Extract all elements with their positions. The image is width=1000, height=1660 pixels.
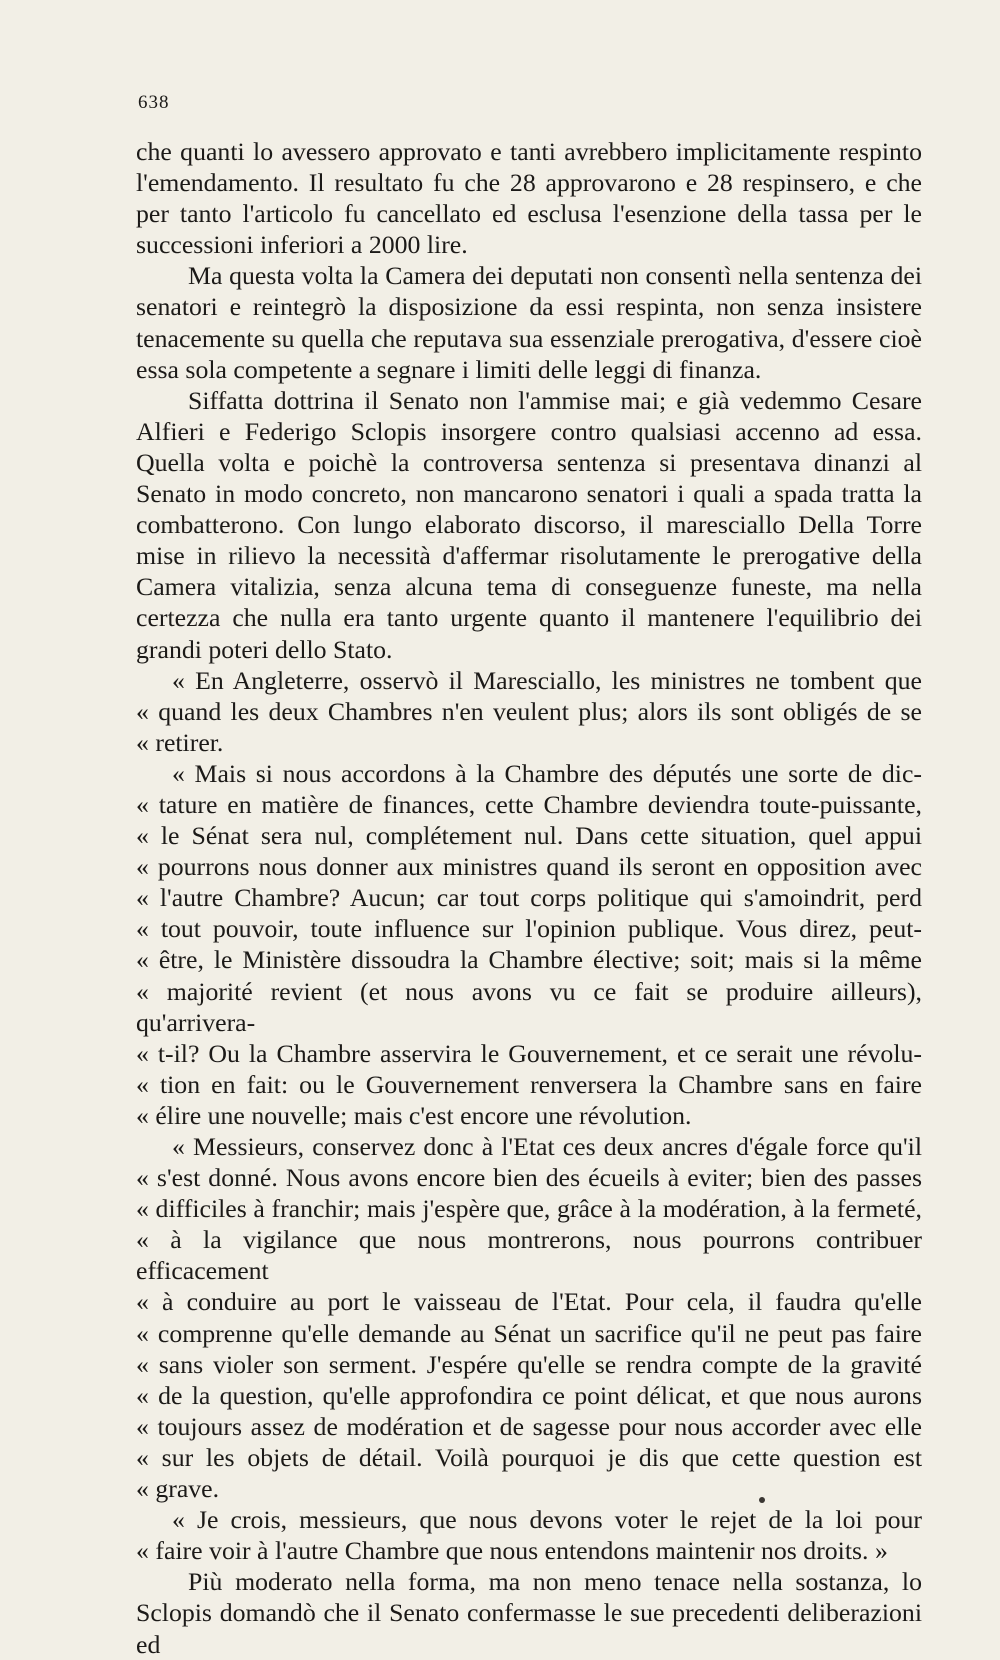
quote-line: « difficiles à franchir; mais j'espère que, grâce à la modération, à la fermeté, (136, 1194, 922, 1224)
quote-line: « pourrons nous donner aux ministres quand ils seront en opposition avec (136, 852, 922, 882)
quote-dictature (136, 758, 922, 1131)
quote-line: « toujours assez de modération et de sagesse pour nous accorder avec elle (136, 1411, 922, 1441)
quote-line: « tout pouvoir, toute influence sur l'opinion publique. Vous direz, peut- (136, 914, 922, 944)
quote-line: « retirer. (136, 727, 224, 757)
quote-line: « tature en matière de finances, cette Chambre deviendra toute-puissante, (136, 789, 922, 819)
quote-line: « élire une nouvelle; mais c'est encore une révolution. (136, 1100, 692, 1130)
quote-line: « comprenne qu'elle demande au Sénat un sacrifice qu'il ne peut pas faire (136, 1318, 922, 1348)
quote-line: « le Sénat sera nul, complétement nul. Dans cette situation, quel appui (136, 821, 922, 851)
page-number: 638 (138, 92, 170, 113)
quote-line: « quand les deux Chambres n'en veulent plus; alors ils sont obligés de se (136, 696, 922, 726)
paragraph-continuation: che quanti lo avessero approvato e tanti avrebbero implicitamente respinto l'emendamento. Il resultato fu che 28 approvarono e 28 respinsero, e che per tanto l'articolo fu cancellato ed esclusa l'esenzione della tassa per le successioni inferiori a 2000 lire. (136, 137, 922, 260)
quote-line: « tion en fait: ou le Gouvernement renversera la Chambre sans en faire (136, 1069, 922, 1099)
quote-line: « à conduire au port le vaisseau de l'Etat. Pour cela, il faudra qu'elle (136, 1287, 922, 1317)
body-text (136, 136, 922, 1660)
quote-angleterre (136, 665, 922, 758)
quote-line: « Messieurs, conservez donc à l'Etat ces deux ancres d'égale force qu'il (172, 1132, 922, 1161)
quote-line: « Je crois, messieurs, que nous devons voter le rejet de la loi pour (172, 1505, 922, 1535)
paragraph-sclopis: Più moderato nella forma, ma non meno tenace nella sostanza, lo Sclopis domandò che il Senato confermasse le sue precedenti deliberazioni ed (136, 1567, 922, 1659)
quote-line: « de la question, qu'elle approfondira ce point délicat, et que nous aurons (136, 1380, 922, 1410)
quote-line: « grave. (136, 1474, 220, 1504)
quote-line: « l'autre Chambre? Aucun; car tout corps politique qui s'amoindrit, perd (136, 883, 922, 913)
quote-messieurs (136, 1131, 922, 1504)
quote-je-crois (136, 1504, 922, 1566)
quote-line: « sans violer son serment. J'espére qu'elle se rendra compte de la gravité (136, 1349, 922, 1379)
paragraph-camera-deputati: Ma questa volta la Camera dei deputati non consentì nella sentenza dei senatori e reintegrò la disposizione da essi respinta, non senza insistere tenacemente su quella che reputava sua essenziale prerogativa, d'essere cioè essa sola competente a segnare i limiti delle leggi di finanza. (136, 261, 922, 384)
quote-line: « à la vigilance que nous montrerons, nous pourrons contribuer efficacement (136, 1225, 922, 1286)
quote-line: « Mais si nous accordons à la Chambre des députés une sorte de dic- (172, 758, 922, 788)
quote-line: « majorité revient (et nous avons vu ce fait se produire ailleurs), qu'arrivera- (136, 976, 922, 1037)
quote-line: « être, le Ministère dissoudra la Chambre élective; soit; mais si la même (136, 945, 922, 975)
ink-speck (759, 1497, 765, 1503)
paragraph-senato-dottrina: Siffatta dottrina il Senato non l'ammise mai; e già vedemmo Cesare Alfieri e Federigo Sclopis insorgere contro qualsiasi accenno ad essa. Quella volta e poichè la controversa sentenza si presentava dinanzi al Senato in modo concreto, non mancarono senatori i quali a spada tratta la combatterono. Con lungo elaborato discorso, il maresciallo Della Torre mise in rilievo la necessità d'affermar risolutamente le prerogative della Camera vitalizia, senza alcuna tema di conseguenze funeste, ma nella certezza che nulla era tanto urgente quanto il mantenere l'equilibrio dei grandi poteri dello Stato. (136, 385, 922, 664)
quote-line: « faire voir à l'autre Chambre que nous entendons maintenir nos droits. » (136, 1536, 888, 1566)
quote-line: « sur les objets de détail. Voilà pourquoi je dis que cette question est (136, 1442, 922, 1472)
quote-line: « En Angleterre, osservò il Maresciallo, les ministres ne tombent que (172, 665, 922, 695)
quote-line: « s'est donné. Nous avons encore bien des écueils à eviter; bien des passes (136, 1163, 922, 1193)
quote-line: « t-il? Ou la Chambre asservira le Gouvernement, et ce serait une révolu- (136, 1038, 922, 1068)
